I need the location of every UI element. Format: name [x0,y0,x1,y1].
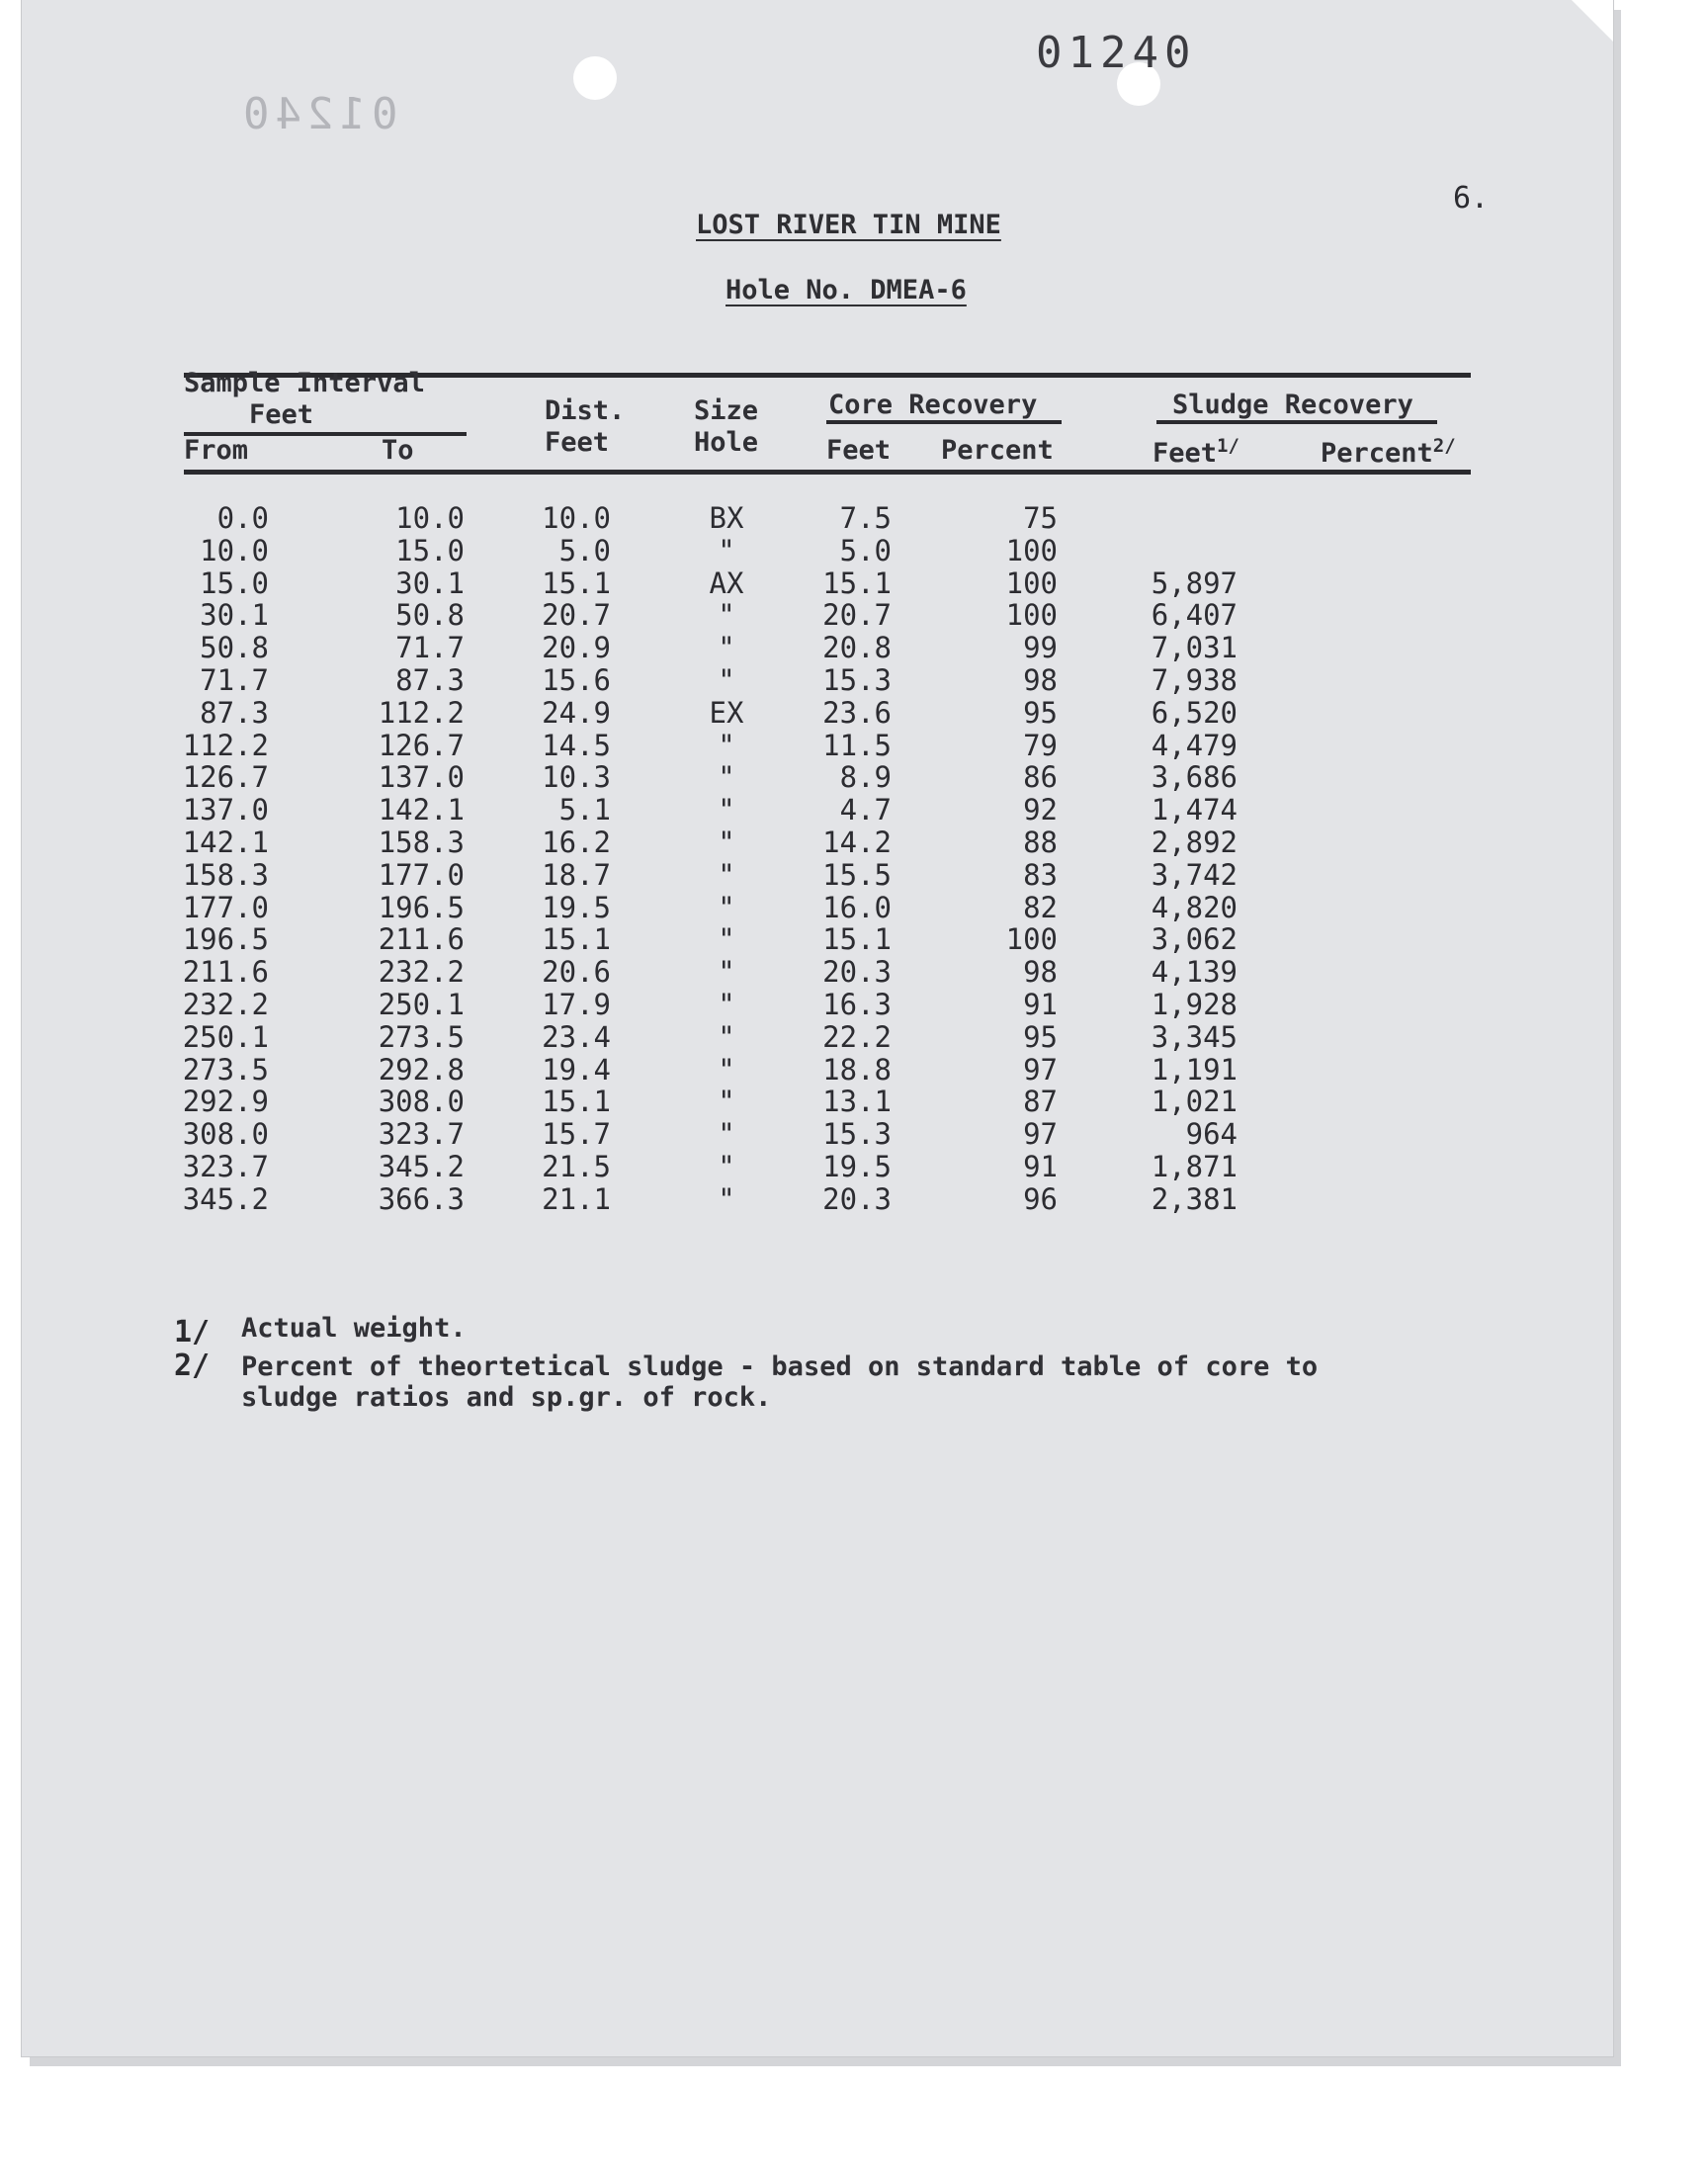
cell-from: 30.1 [200,598,269,633]
cell-core-percent: 86 [1023,760,1058,795]
cell-to: 177.0 [378,857,465,892]
header-bottom-rule [184,470,1471,475]
cell-dist: 16.2 [542,826,611,859]
cell-from: 250.1 [182,1019,269,1054]
cell-core-feet: 22.2 [822,1019,892,1054]
cell-core-percent: 100 [1005,533,1058,567]
document-subtitle: Hole No. DMEA-6 [726,275,967,305]
header-sludge-feet-label: Feet [1153,438,1218,469]
cell-to: 308.0 [378,1085,465,1119]
cell-to: 142.1 [378,793,465,827]
cell-core-feet: 20.8 [822,631,892,665]
cell-from: 112.2 [182,728,269,762]
cell-from: 345.2 [182,1181,269,1216]
cell-dist: 19.4 [542,1052,611,1087]
cell-to: 87.3 [395,663,465,697]
footnote-mark-2: 2/ [174,1348,211,1383]
cell-from: 126.7 [182,760,269,795]
cell-core-feet: 5.0 [839,533,892,567]
cell-sludge-feet: 5,897 [1151,566,1238,600]
cell-core-percent: 82 [1023,890,1058,924]
header-sludge-percent [1321,435,1456,469]
sludge-recovery-rule [1156,420,1437,424]
cell-size: EX [709,695,744,730]
cell-core-percent: 91 [1023,988,1058,1021]
cell-from: 323.7 [182,1150,269,1183]
cell-dist: 24.9 [542,695,611,730]
cell-sludge-feet: 1,474 [1151,793,1238,827]
footnote-2-line-1: Percent of theortetical sludge - based on standard table of core to [241,1351,1319,1382]
cell-to: 211.6 [378,922,465,957]
cell-core-feet: 15.1 [822,922,892,957]
cell-to: 158.3 [378,826,465,859]
cell-from: 15.0 [200,566,269,600]
cell-dist: 15.1 [542,566,611,600]
cell-dist: 15.6 [542,663,611,697]
cell-from: 211.6 [182,955,269,990]
cell-to: 71.7 [395,631,465,665]
page-number: 6. [1453,181,1490,216]
footnote-mark-1: 1/ [174,1315,211,1349]
cell-core-feet: 18.8 [822,1052,892,1087]
cell-from: 0.0 [216,501,269,535]
footnote-2-line-2: sludge ratios and sp.gr. of rock. [241,1382,772,1413]
cell-dist: 19.5 [542,890,611,924]
cell-size: " [718,955,735,990]
cell-core-percent: 97 [1023,1052,1058,1087]
cell-to: 196.5 [378,890,465,924]
cell-from: 137.0 [182,793,269,827]
cell-to: 10.0 [395,501,465,535]
cell-core-feet: 4.7 [839,793,892,827]
cell-core-percent: 75 [1023,501,1058,535]
cell-dist: 18.7 [542,857,611,892]
cell-size: " [718,988,735,1021]
cell-size: " [718,1085,735,1119]
cell-dist: 14.5 [542,728,611,762]
cell-core-feet: 15.1 [822,566,892,600]
cell-to: 366.3 [378,1181,465,1216]
cell-dist: 10.3 [542,760,611,795]
cell-from: 10.0 [200,533,269,567]
cell-dist: 17.9 [542,988,611,1021]
cell-dist: 10.0 [542,501,611,535]
cell-sludge-feet: 1,191 [1151,1052,1238,1087]
cell-sludge-feet: 3,742 [1151,857,1238,892]
header-core-feet: Feet [826,435,892,466]
cell-dist: 21.1 [542,1181,611,1216]
cell-from: 50.8 [200,631,269,665]
cell-core-feet: 15.3 [822,663,892,697]
cell-to: 323.7 [378,1117,465,1152]
cell-sludge-feet: 7,031 [1151,631,1238,665]
cell-sludge-feet: 1,021 [1151,1085,1238,1119]
cell-size: " [718,1019,735,1054]
cell-to: 15.0 [395,533,465,567]
cell-core-percent: 92 [1023,793,1058,827]
stamp-number: 01240 [1036,28,1197,78]
header-dist: Dist. [545,395,626,426]
cell-to: 112.2 [378,695,465,730]
cell-size: " [718,857,735,892]
header-sludge-feet [1153,435,1239,469]
cell-sludge-feet: 4,820 [1151,890,1238,924]
cell-core-feet: 20.3 [822,955,892,990]
cell-core-feet: 16.0 [822,890,892,924]
cell-from: 158.3 [182,857,269,892]
cell-core-feet: 23.6 [822,695,892,730]
cell-core-percent: 95 [1023,695,1058,730]
stamp-number-mirrored: 01240 [237,89,398,139]
footnote-ref-2: 2/ [1432,435,1456,457]
cell-size: " [718,1117,735,1152]
cell-size: " [718,1181,735,1216]
cell-from: 71.7 [200,663,269,697]
cell-core-percent: 83 [1023,857,1058,892]
header-size: Size [694,395,759,426]
cell-dist: 15.7 [542,1117,611,1152]
cell-to: 126.7 [378,728,465,762]
cell-size: BX [709,501,744,535]
cell-from: 87.3 [200,695,269,730]
cell-sludge-feet: 4,139 [1151,955,1238,990]
header-sludge-percent-label: Percent [1321,438,1433,469]
cell-core-percent: 88 [1023,826,1058,859]
cell-core-feet: 11.5 [822,728,892,762]
cell-core-feet: 16.3 [822,988,892,1021]
cell-from: 142.1 [182,826,269,859]
cell-dist: 15.1 [542,922,611,957]
cell-core-percent: 79 [1023,728,1058,762]
cell-core-feet: 15.3 [822,1117,892,1152]
cell-sludge-feet: 3,062 [1151,922,1238,957]
cell-dist: 23.4 [542,1019,611,1054]
cell-core-percent: 98 [1023,955,1058,990]
cell-to: 232.2 [378,955,465,990]
cell-to: 50.8 [395,598,465,633]
header-hole: Hole [694,427,759,458]
cell-core-feet: 14.2 [822,826,892,859]
cell-core-percent: 98 [1023,663,1058,697]
cell-sludge-feet: 2,381 [1151,1181,1238,1216]
cell-to: 292.8 [378,1052,465,1087]
footnote-ref-1: 1/ [1217,435,1239,457]
cell-core-feet: 20.3 [822,1181,892,1216]
cell-sludge-feet: 3,345 [1151,1019,1238,1054]
cell-core-percent: 100 [1005,598,1058,633]
cell-from: 232.2 [182,988,269,1021]
cell-dist: 5.0 [558,533,611,567]
header-sample-feet: Feet [249,399,314,430]
cell-size: " [718,728,735,762]
cell-size: " [718,826,735,859]
cell-size: " [718,1052,735,1087]
cell-size: " [718,890,735,924]
cell-size: " [718,760,735,795]
header-to: To [382,435,414,466]
cell-size: AX [709,566,744,600]
cell-core-percent: 99 [1023,631,1058,665]
cell-from: 308.0 [182,1117,269,1152]
cell-core-feet: 15.5 [822,857,892,892]
cell-core-feet: 7.5 [839,501,892,535]
cell-core-percent: 95 [1023,1019,1058,1054]
cell-core-feet: 8.9 [839,760,892,795]
cell-to: 345.2 [378,1150,465,1183]
cell-from: 273.5 [182,1052,269,1087]
cell-core-feet: 20.7 [822,598,892,633]
cell-dist: 20.6 [542,955,611,990]
header-core-percent: Percent [941,435,1054,466]
cell-dist: 20.7 [542,598,611,633]
cell-size: " [718,663,735,697]
cell-to: 30.1 [395,566,465,600]
cell-from: 177.0 [182,890,269,924]
document-title: LOST RIVER TIN MINE [696,210,1001,240]
cell-sludge-feet: 7,938 [1151,663,1238,697]
cell-sludge-feet: 6,520 [1151,695,1238,730]
cell-size: " [718,533,735,567]
cell-from: 196.5 [182,922,269,957]
cell-core-percent: 100 [1005,566,1058,600]
cell-dist: 21.5 [542,1150,611,1183]
cell-to: 137.0 [378,760,465,795]
cell-core-percent: 91 [1023,1150,1058,1183]
cell-core-percent: 87 [1023,1085,1058,1119]
cell-core-percent: 96 [1023,1181,1058,1216]
core-recovery-rule [826,420,1062,424]
cell-core-percent: 97 [1023,1117,1058,1152]
header-from: From [184,435,249,466]
header-sludge-recovery: Sludge Recovery [1172,390,1413,420]
footnote-1-line-1: Actual weight. [241,1313,467,1344]
cell-size: " [718,631,735,665]
cell-core-percent: 100 [1005,922,1058,957]
cell-sludge-feet: 1,871 [1151,1150,1238,1183]
cell-dist: 15.1 [542,1085,611,1119]
cell-to: 273.5 [378,1019,465,1054]
cell-size: " [718,922,735,957]
cell-sludge-feet: 2,892 [1151,826,1238,859]
header-sample-interval: Sample Interval [184,368,425,398]
header-dist-feet: Feet [545,427,610,458]
cell-core-feet: 13.1 [822,1085,892,1119]
cell-sludge-feet: 4,479 [1151,728,1238,762]
punch-hole-left [573,56,617,100]
cell-sludge-feet: 3,686 [1151,760,1238,795]
cell-from: 292.9 [182,1085,269,1119]
cell-size: " [718,793,735,827]
cell-core-feet: 19.5 [822,1150,892,1183]
cell-to: 250.1 [378,988,465,1021]
cell-sludge-feet: 6,407 [1151,598,1238,633]
cell-dist: 20.9 [542,631,611,665]
header-core-recovery: Core Recovery [828,390,1038,420]
cell-sludge-feet: 964 [1185,1117,1238,1152]
folded-corner [1572,0,1613,42]
cell-sludge-feet: 1,928 [1151,988,1238,1021]
cell-dist: 5.1 [558,793,611,827]
cell-size: " [718,598,735,633]
cell-size: " [718,1150,735,1183]
